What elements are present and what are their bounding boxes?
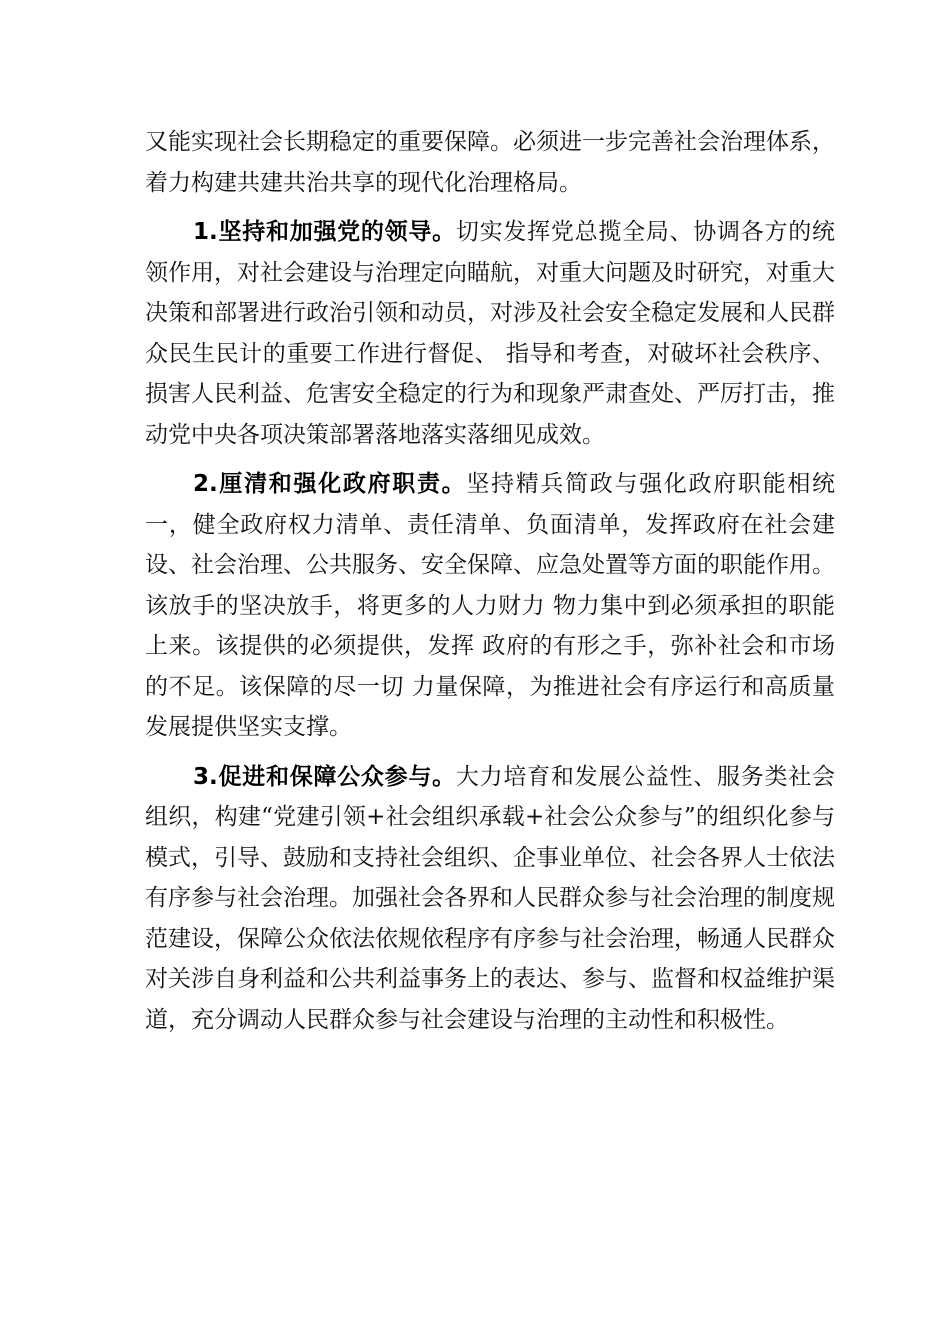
section-3-body: 大力培育和发展公益性、服务类社会组织，构建“党建引领+社会组织承载+社会公众参与”的组织化参与模式，引导、鼓励和支持社会组织、企事业单位、社会各界人士依法有序参与社会治理。加强社会各界和人民群众参与社会治理的制度规范建设，保障公众依法依规依程序有序参与社会治理，畅通人民群众对关涉自身利益和公共利益事务上的表达、参与、监督和权益维护渠道，充分调动人民群众参与社会建设与治理的主动性和积极性。 [145, 763, 835, 1033]
section-2-heading: 2.厘清和强化政府职责。 [193, 471, 467, 497]
intro-paragraph: 又能实现社会长期稳定的重要保障。必须进一步完善社会治理体系，着力构建共建共治共享的现代化治理格局。 [145, 129, 835, 196]
section-1-body: 切实发挥党总揽全局、协调各方的统领作用，对社会建设与治理定向瞄航，对重大问题及时研究，对重大决策和部署进行政治引领和动员，对涉及社会安全稳定发展和人民群众民生民计的重要工作进行督促、 指导和考查，对破坏社会秩序、损害人民利益、危害安全稳定的行为和现象严肃查处、严厉打击，推动党中央各项决策部署落地落实落细见成效。 [145, 219, 835, 448]
section-3-paragraph [145, 757, 835, 1041]
section-1-paragraph [145, 212, 835, 455]
document-page [145, 122, 835, 1049]
section-3-heading: 3.促进和保障公众参与。 [193, 763, 456, 790]
section-2-body: 坚持精兵简政与强化政府职能相统一，健全政府权力清单、责任清单、负面清单，发挥政府在社会建设、社会治理、公共服务、安全保障、应急处置等方面的职能作用。该放手的坚决放手，将更多的人力财力 物力集中到必须承担的职能上来。该提供的必须提供，发挥 政府的有形之手，弥补社会和市场的不足。该保障的尽一切 力量保障，为推进社会有序运行和高质量发展提供坚实支撑。 [145, 471, 836, 740]
section-2-paragraph [145, 464, 835, 748]
section-1-heading: 1.坚持和加强党的领导。 [193, 219, 456, 245]
